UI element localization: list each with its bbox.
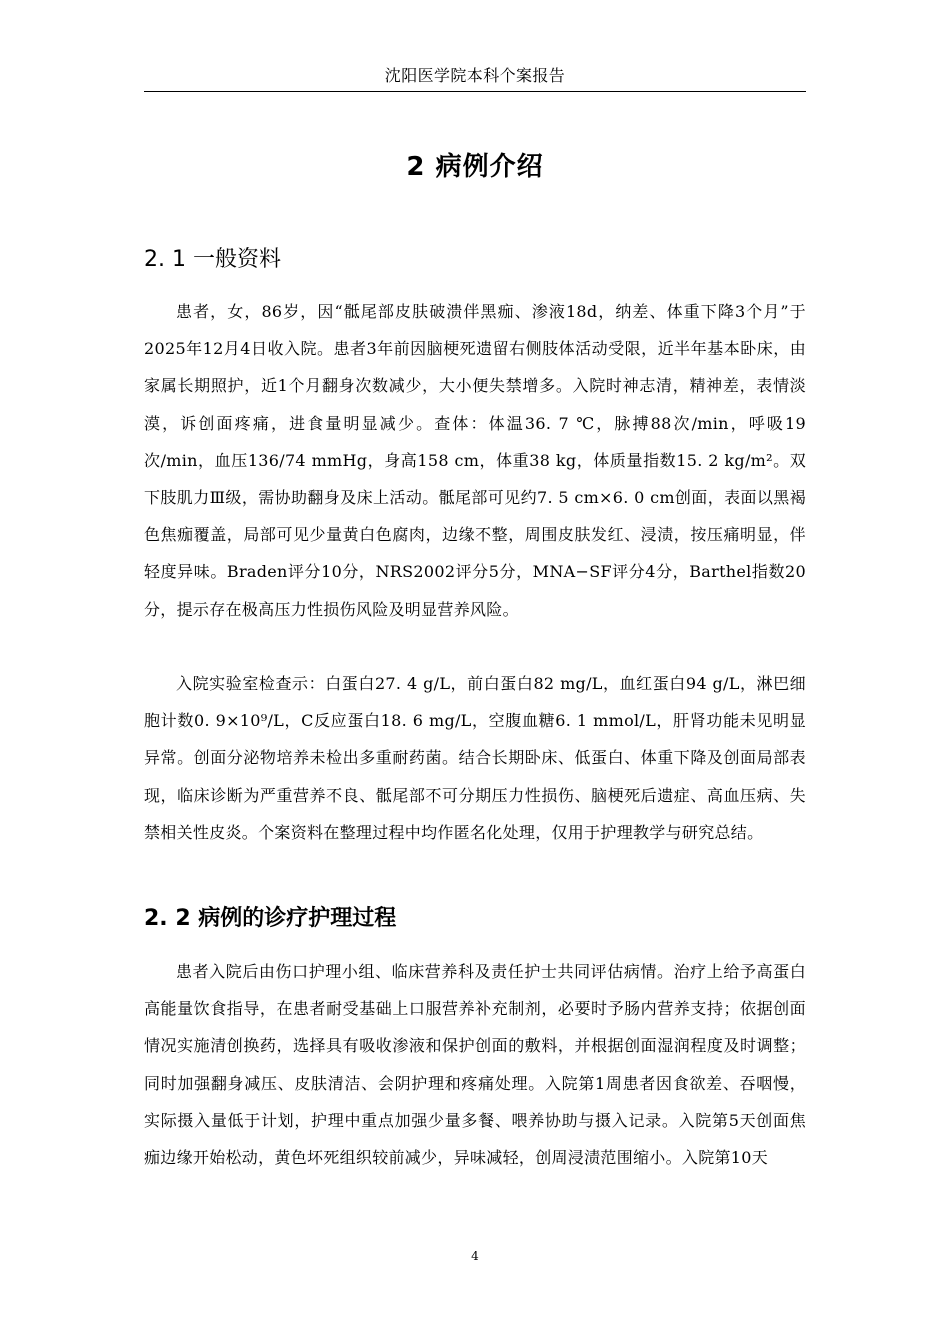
chapter-title: 2 病例介绍	[406, 152, 544, 182]
page-number: 4	[471, 1249, 479, 1263]
paragraph-patient-history: 患者，女，86岁，因“骶尾部皮肤破溃伴黑痂、渗液18d，纳差、体重下降3个月”于2025年12月4日收入院。患者3年前因脑梗死遗留右侧肢体活动受限，近半年基本卧床，由家属长期照护，近1个月翻身次数减少，大小便失禁增多。入院时神志清，精神差，表情淡漠，诉创面疼痛，进食量明显减少。查体：体温36. 7 ℃，脉搏88次/min，呼吸19次/min，血压136/74 mmHg，身高158 cm，体重38 kg，体质量指数15. 2 kg/m²。双下肢肌力Ⅲ级，需协助翻身及床上活动。骶尾部可见约7. 5 cm×6. 0 cm创面，表面以黑褐色焦痂覆盖，局部可见少量黄白色腐肉，边缘不整，周围皮肤发红、浸渍，按压痛明显，伴轻度异味。Braden评分10分，NRS2002评分5分，MNA−SF评分4分，Barthel指数20分，提示存在极高压力性损伤风险及明显营养风险。	[144, 302, 806, 619]
running-header: 沈阳医学院本科个案报告	[384, 66, 566, 85]
section-title-general-info: 2. 1 一般资料	[144, 247, 281, 272]
paragraph-treatment-process: 患者入院后由伤口护理小组、临床营养科及责任护士共同评估病情。治疗上给予高蛋白高能量饮食指导，在患者耐受基础上口服营养补充制剂，必要时予肠内营养支持；依据创面情况实施清创换药，选择具有吸收渗液和保护创面的敷料，并根据创面湿润程度及时调整；同时加强翻身减压、皮肤清洁、会阴护理和疼痛处理。入院第1周患者因食欲差、吞咽慢，实际摄入量低于计划，护理中重点加强少量多餐、喂养协助与摄入记录。入院第5天创面焦痂边缘开始松动，黄色坏死组织较前减少，异味减轻，创周浸渍范围缩小。入院第10天	[144, 962, 806, 1168]
section-title-treatment-process: 2. 2 病例的诊疗护理过程	[144, 906, 397, 931]
header-divider	[144, 91, 806, 92]
paragraph-lab-results: 入院实验室检查示：白蛋白27. 4 g/L，前白蛋白82 mg/L，血红蛋白94 g/L，淋巴细胞计数0. 9×10⁹/L，C反应蛋白18. 6 mg/L，空腹血糖6. 1 mmol/L，肝肾功能未见明显异常。创面分泌物培养未检出多重耐药菌。结合长期卧床、低蛋白、体重下降及创面局部表现，临床诊断为严重营养不良、骶尾部不可分期压力性损伤、脑梗死后遗症、高血压病、失禁相关性皮炎。个案资料在整理过程中均作匿名化处理，仅用于护理教学与研究总结。	[144, 674, 806, 842]
